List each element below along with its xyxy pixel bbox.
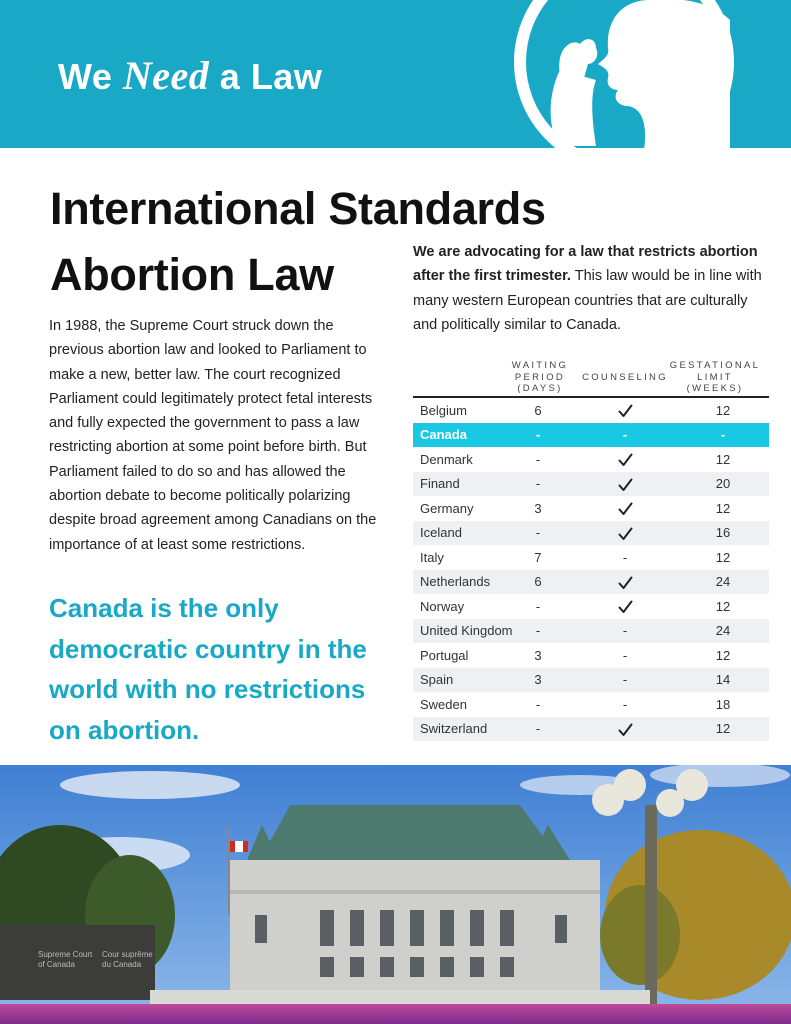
supreme-court-photo (0, 765, 791, 1024)
check-icon (618, 723, 633, 737)
cell-country: Germany (420, 500, 474, 516)
sign-text-2: of Canada (38, 960, 75, 969)
header-gest-line-1: GESTATIONAL (669, 360, 761, 371)
cell-gestational-limit: 24 (715, 574, 731, 590)
table-row (413, 717, 769, 741)
check-icon (618, 527, 633, 541)
cell-counseling (610, 501, 640, 517)
table-row (413, 619, 769, 643)
cell-counseling (610, 476, 640, 492)
cell-counseling (610, 525, 640, 541)
cell-counseling (610, 721, 640, 737)
supreme-court-building-image (0, 765, 791, 1024)
cell-waiting-period: 3 (534, 500, 542, 516)
cell-country: Iceland (420, 525, 462, 541)
header-gest-line-2: LIMIT (697, 371, 733, 383)
cell-gestational-limit: 12 (715, 598, 731, 614)
check-icon (618, 502, 633, 516)
header-gest-line-3: (WEEKS) (686, 383, 744, 394)
table-header (413, 358, 769, 398)
brand-logo (58, 52, 322, 99)
table-row (413, 668, 769, 692)
header-waiting-line-2: PERIOD (514, 371, 566, 383)
title-line-1: International Standards (50, 183, 546, 234)
cell-waiting-period: - (535, 476, 541, 492)
cell-country: Belgium (420, 402, 467, 418)
cell-country: United Kingdom (420, 623, 513, 639)
table-row (413, 399, 769, 423)
table-row (413, 448, 769, 472)
cell-waiting-period: 7 (534, 549, 542, 565)
cell-country: Denmark (420, 451, 473, 467)
logo-need: Need (122, 53, 210, 98)
cell-waiting-period: - (535, 427, 541, 443)
advocacy-paragraph (413, 240, 773, 337)
cell-country: Italy (420, 549, 444, 565)
cell-waiting-period: - (535, 451, 541, 467)
check-icon (618, 576, 633, 590)
cell-country: Finand (420, 476, 460, 492)
cell-country: Spain (420, 672, 454, 688)
header-counseling: COUNSELING (582, 372, 668, 383)
table-row (413, 570, 769, 594)
cell-gestational-limit: 12 (715, 402, 731, 418)
cell-gestational-limit: 12 (715, 720, 731, 736)
cell-gestational-limit: - (720, 427, 726, 443)
cell-waiting-period: - (535, 525, 541, 541)
cell-counseling: - (622, 672, 628, 688)
sign-text-4: du Canada (102, 960, 142, 969)
header-banner (0, 0, 791, 148)
cell-waiting-period: 3 (534, 647, 542, 663)
cell-counseling: - (622, 647, 628, 663)
table-row (413, 521, 769, 545)
cell-waiting-period: 3 (534, 672, 542, 688)
table-row (413, 423, 769, 447)
cell-gestational-limit: 12 (715, 451, 731, 467)
cell-country: Sweden (420, 696, 467, 712)
header-waiting-line-3: (DAYS) (517, 383, 563, 394)
header-waiting-period (503, 360, 577, 395)
baby-silhouette-icon (500, 0, 740, 148)
cell-gestational-limit: 12 (715, 549, 731, 565)
table-row (413, 693, 769, 717)
advocacy-bold: We are advocating for a law that restricts abortion after the first trimester. (413, 244, 758, 285)
cell-country: Canada (420, 427, 467, 443)
check-icon (618, 478, 633, 492)
cell-gestational-limit: 20 (715, 476, 731, 492)
cell-waiting-period: 6 (534, 402, 542, 418)
callout-quote: Canada is the only democratic country in the world with no restrictions on abortion. (49, 593, 367, 745)
advocacy-rest: This law would be in line with many western European countries that are culturally and politically similar to Canada. (413, 268, 762, 333)
sign-text-3: Cour suprême (102, 950, 153, 959)
title-line-2: Abortion Law (50, 249, 334, 300)
standards-table (413, 358, 769, 741)
cell-counseling (610, 599, 640, 615)
table-row (413, 472, 769, 496)
table-row (413, 595, 769, 619)
cell-counseling: - (622, 696, 628, 712)
cell-counseling (610, 403, 640, 419)
logo-rest: a Law (219, 56, 323, 97)
cell-gestational-limit: 16 (715, 525, 731, 541)
check-icon (618, 453, 633, 467)
cell-country: Switzerland (420, 720, 488, 736)
cell-gestational-limit: 12 (715, 647, 731, 663)
cell-gestational-limit: 24 (715, 623, 731, 639)
table-body (413, 399, 769, 741)
logo-we: We (58, 56, 113, 97)
cell-counseling: - (622, 427, 628, 443)
table-row (413, 497, 769, 521)
cell-waiting-period: - (535, 720, 541, 736)
cell-counseling (610, 574, 640, 590)
cell-counseling: - (622, 623, 628, 639)
check-icon (618, 600, 633, 614)
cell-waiting-period: 6 (534, 574, 542, 590)
cell-counseling (610, 452, 640, 468)
sign-text-1: Supreme Court (38, 950, 93, 959)
table-row (413, 546, 769, 570)
intro-paragraph: In 1988, the Supreme Court struck down the previous abortion law and looked to Parliament to make a new, better law. The court recognized Parliament could legitimately protect fetal interests and fully expected the government to pass a law restricting abortion at some point before birth. But Parliament failed to do so and has allowed the abortion debate to become politically polarizing despite broad agreement among Canadians on the importance of at least some restrictions. (49, 318, 377, 553)
header-gestational-limit (667, 360, 763, 395)
cell-country: Netherlands (420, 574, 491, 590)
cell-gestational-limit: 14 (715, 672, 731, 688)
cell-waiting-period: - (535, 623, 541, 639)
cell-waiting-period: - (535, 696, 541, 712)
header-waiting-line-1: WAITING (511, 360, 569, 371)
cell-gestational-limit: 12 (715, 500, 731, 516)
cell-counseling: - (622, 549, 628, 565)
check-icon (618, 404, 633, 418)
table-row (413, 644, 769, 668)
cell-waiting-period: - (535, 598, 541, 614)
cell-gestational-limit: 18 (715, 696, 731, 712)
cell-country: Portugal (420, 647, 469, 663)
cell-country: Norway (420, 598, 465, 614)
